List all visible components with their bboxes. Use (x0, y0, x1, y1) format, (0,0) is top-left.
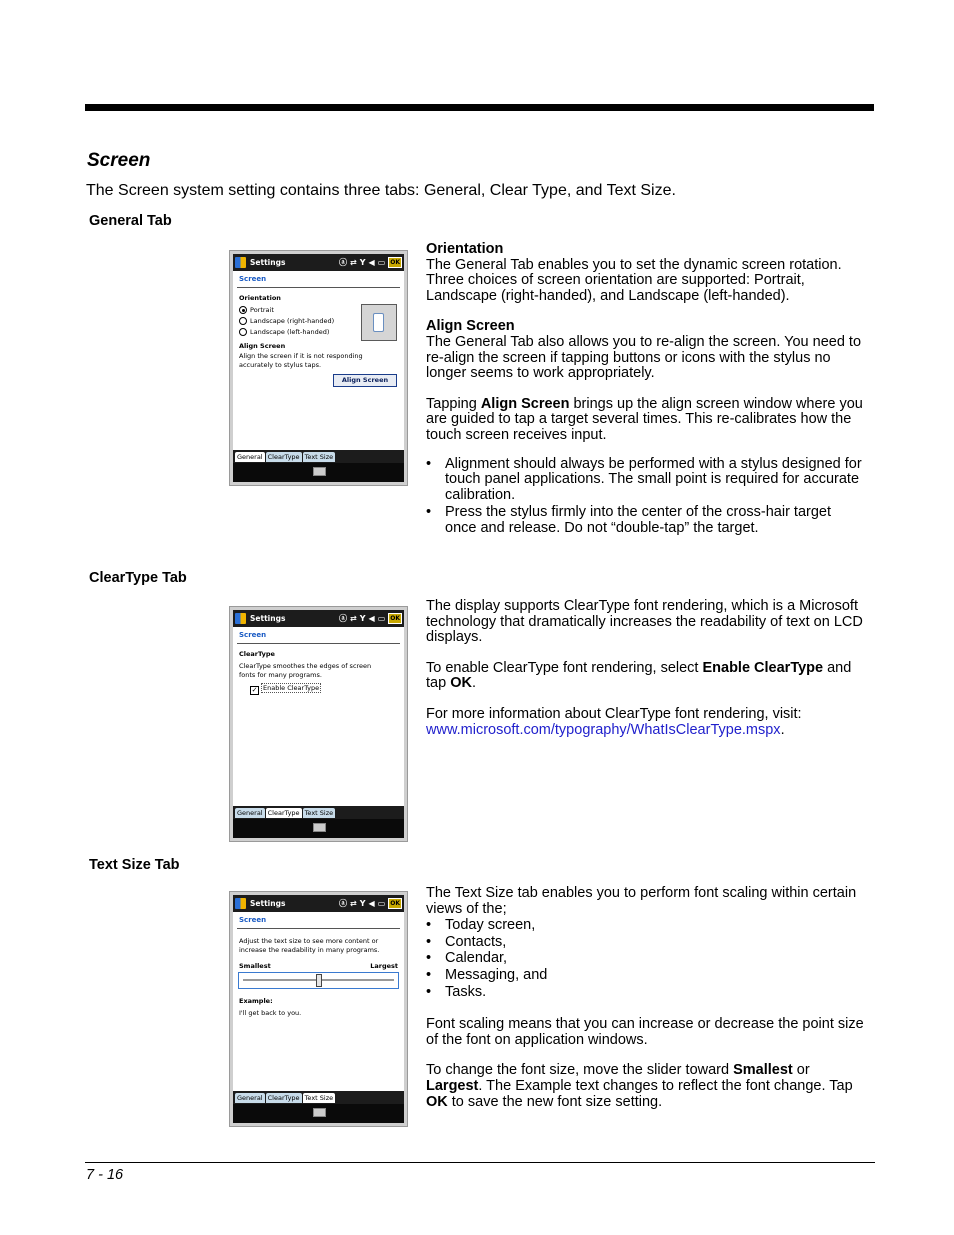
tab-bar (233, 450, 404, 464)
radio-landscape-left[interactable]: Landscape (left-handed) (239, 328, 329, 337)
alignment-tips (426, 457, 866, 537)
soft-key-bar (233, 463, 404, 482)
align-text: The General Tab also allows you to re-align the screen. You need to re-align the screen if tapping buttons or icons with the stylus no longer seems to work appropriately. (426, 333, 862, 382)
radio-portrait[interactable]: Portrait (239, 306, 274, 315)
ok-button[interactable]: OK (390, 900, 400, 907)
device-title-bar: Settings ⓐ ⇄ Y ◀ ▭ OK (233, 895, 404, 912)
example-label: Example: (239, 997, 273, 1005)
battery-icon: ▭ (377, 614, 386, 623)
cleartype-link-line: www.microsoft.com/typography/WhatIsClearType.mspx. (426, 721, 785, 738)
input-panel-icon[interactable] (313, 1108, 326, 1117)
text-size-help-line2: increase the readability in many programs. (239, 946, 380, 954)
align-heading: Align Screen (426, 318, 515, 335)
rotation-preview-icon (361, 304, 397, 341)
keyboard-icon: ⓐ (339, 899, 348, 908)
keyboard-icon: ⓐ (339, 614, 348, 623)
text-size-tab-heading: Text Size Tab (89, 857, 180, 873)
intro-text: The Screen system setting contains three tabs: General, Clear Type, and Text Size. (86, 182, 676, 199)
screen-label: Screen (239, 631, 267, 639)
signal-icon: Y (359, 258, 366, 267)
radio-selected-icon (239, 306, 247, 314)
tab-bar (233, 806, 404, 820)
volume-icon: ◀ (368, 614, 375, 623)
input-panel-icon[interactable] (313, 823, 326, 832)
general-tab-screenshot (229, 250, 408, 486)
cleartype-text: The display supports ClearType font rendering, which is a Microsoft technology that dramatically increases the readability of text on LCD displays. (426, 598, 863, 646)
general-tab-heading: General Tab (89, 213, 172, 229)
radio-icon (239, 328, 247, 336)
page-number: 7 - 16 (86, 1167, 124, 1183)
divider (237, 287, 400, 288)
device-title-bar: Settings ⓐ ⇄ Y ◀ ▭ OK (233, 610, 404, 627)
tab-general[interactable]: General (237, 1094, 263, 1102)
orientation-label: Orientation (239, 294, 281, 302)
divider (237, 928, 400, 929)
example-text: I'll get back to you. (239, 1009, 302, 1017)
text-size-tab-screenshot (229, 891, 408, 1127)
battery-icon: ▭ (377, 899, 386, 908)
tab-general[interactable]: General (237, 453, 263, 461)
list-item: • Tasks. (426, 985, 866, 1001)
radio-icon (239, 317, 247, 325)
soft-key-bar (233, 1104, 404, 1123)
list-item: • Today screen, (426, 918, 866, 934)
align-help-line1: Align the screen if it is not responding (239, 352, 363, 360)
keyboard-icon: ⓐ (339, 258, 348, 267)
cleartype-link[interactable]: www.microsoft.com/typography/WhatIsClearType.mspx (426, 721, 781, 738)
text-size-tab-description (426, 886, 866, 1110)
radio-landscape-right[interactable]: Landscape (right-handed) (239, 317, 334, 326)
signal-icon: Y (359, 899, 366, 908)
slider-thumb[interactable] (316, 974, 322, 987)
list-item: • Press the stylus firmly into the center of the cross-hair target once and release. Do not “double-tap” the target. (426, 505, 866, 536)
start-flag-icon (235, 257, 246, 268)
soft-key-bar (233, 819, 404, 838)
ok-button[interactable]: OK (390, 259, 400, 266)
cleartype-label: ClearType (239, 650, 275, 658)
screen-label: Screen (239, 916, 267, 924)
tab-cleartype[interactable]: ClearType (267, 453, 300, 461)
list-item: • Calendar, (426, 951, 866, 967)
font-scaling-views (426, 918, 866, 1000)
cleartype-help-line2: fonts for many programs. (239, 671, 322, 679)
smallest-label: Smallest (239, 962, 271, 970)
divider (237, 643, 400, 644)
section-title: Screen (87, 150, 151, 171)
orientation-text: The General Tab enables you to set the dynamic screen rotation. Three choices of screen orientation are supported: Portrait, Landscape (right-handed), and Landscape (left-handed). (426, 256, 842, 304)
start-flag-icon (235, 898, 246, 909)
sync-icon: ⇄ (350, 258, 357, 267)
cleartype-help-line1: ClearType smoothes the edges of screen (239, 662, 372, 670)
largest-label: Largest (370, 962, 398, 970)
align-screen-button[interactable]: Align Screen (333, 374, 397, 387)
sync-icon: ⇄ (350, 899, 357, 908)
tab-general[interactable]: General (237, 809, 263, 817)
tab-cleartype[interactable]: ClearType (267, 1094, 300, 1102)
change-font-size-text: To change the font size, move the slider toward Smallest or Largest. The Example text changes to reflect the font change. Tap OK to save the new font size setting. (426, 1062, 853, 1110)
battery-icon: ▭ (377, 258, 386, 267)
cleartype-tab-description (426, 599, 866, 738)
align-screen-label: Align Screen (239, 342, 286, 350)
volume-icon: ◀ (368, 899, 375, 908)
top-rule (85, 104, 874, 111)
tab-text-size[interactable]: Text Size (304, 809, 334, 817)
tab-text-size[interactable]: Text Size (304, 1094, 334, 1102)
signal-icon: Y (359, 614, 366, 623)
enable-cleartype-text: To enable ClearType font rendering, select Enable ClearType and tap OK. (426, 659, 852, 692)
tab-cleartype[interactable]: ClearType (267, 809, 300, 817)
footer-rule (85, 1162, 875, 1163)
sync-icon: ⇄ (350, 614, 357, 623)
text-size-help-line1: Adjust the text size to see more content or (239, 937, 379, 945)
list-item: • Contacts, (426, 935, 866, 951)
text-size-intro: The Text Size tab enables you to perform font scaling within certain views of the; (426, 885, 857, 917)
more-info-text: For more information about ClearType font rendering, visit: (426, 705, 802, 722)
enable-cleartype-checkbox[interactable]: ✓ Enable ClearType (251, 684, 320, 694)
input-panel-icon[interactable] (313, 467, 326, 476)
start-flag-icon (235, 613, 246, 624)
ok-button[interactable]: OK (390, 615, 400, 622)
text-size-slider[interactable] (238, 972, 399, 989)
cleartype-tab-heading: ClearType Tab (89, 570, 187, 586)
cleartype-tab-screenshot (229, 606, 408, 842)
tab-text-size[interactable]: Text Size (304, 453, 334, 461)
device-title-bar: Settings ⓐ ⇄ Y ◀ ▭ OK (233, 254, 404, 271)
list-item: • Alignment should always be performed with a stylus designed for touch panel applications. The small point is required for accurate calibration. (426, 457, 866, 504)
align-help-line2: accurately to stylus taps. (239, 361, 322, 369)
font-scaling-text: Font scaling means that you can increase or decrease the point size of the font on application windows. (426, 1016, 864, 1048)
tap-align-text: Tapping Align Screen brings up the align screen window where you are guided to tap a target several times. This re-calibrates how the touch screen receives input. (426, 395, 863, 443)
checkmark-icon: ✓ (251, 686, 258, 694)
volume-icon: ◀ (368, 258, 375, 267)
tab-bar (233, 1091, 404, 1105)
list-item: • Messaging, and (426, 968, 866, 984)
general-tab-description (426, 242, 866, 537)
screen-label: Screen (239, 275, 267, 283)
orientation-heading: Orientation (426, 241, 504, 257)
